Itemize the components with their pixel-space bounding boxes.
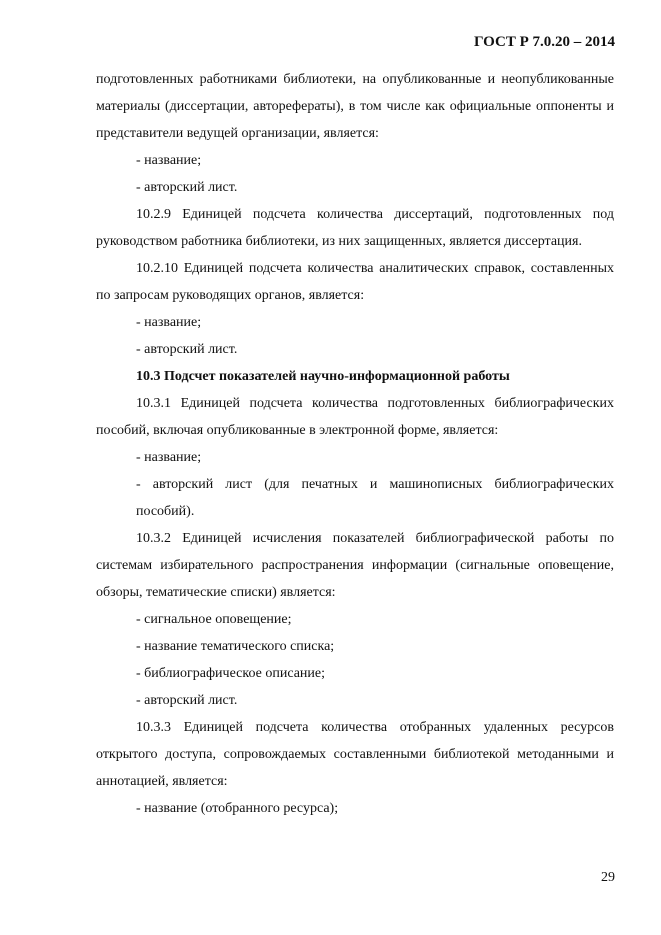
- list-item: - название тематического списка;: [136, 639, 335, 654]
- list-item: - авторский лист.: [136, 693, 238, 708]
- section-title-10-3: 10.3 Подсчет показателей научно-информационной работы: [136, 369, 510, 384]
- list-item: - название;: [136, 450, 202, 465]
- list-item: - авторский лист.: [136, 342, 238, 357]
- document-header: ГОСТ Р 7.0.20 – 2014: [473, 34, 615, 50]
- list-item: - авторский лист.: [136, 180, 238, 195]
- list-item: - сигнальное оповещение;: [136, 612, 292, 627]
- paragraph-continuation: подготовленных работниками библиотеки, на опубликованные и неопубликованные материалы (диссертации, авторефераты), в том числе как официальные оппоненты и представители ведущей организации, является:: [96, 72, 614, 141]
- paragraph-10-3-1: 10.3.1 Единицей подсчета количества подготовленных библиографических пособий, включая опубликованные в электронной форме, является:: [96, 396, 614, 438]
- document-body: [96, 66, 614, 822]
- paragraph-10-3-3: 10.3.3 Единицей подсчета количества отобранных удаленных ресурсов открытого доступа, сопровождаемых составленными библиотекой методанными и аннотацией, является:: [96, 720, 614, 789]
- list-item: - библиографическое описание;: [136, 666, 326, 681]
- page-number: 29: [601, 870, 615, 885]
- list-item: - авторский лист (для печатных и машинописных библиографических пособий).: [136, 477, 614, 519]
- list-item: - название;: [136, 153, 202, 168]
- paragraph-10-2-9: 10.2.9 Единицей подсчета количества диссертаций, подготовленных под руководством работника библиотеки, из них защищенных, является диссертация.: [96, 207, 614, 249]
- list-item: - название (отобранного ресурса);: [136, 801, 339, 816]
- list-item: - название;: [136, 315, 202, 330]
- paragraph-10-2-10: 10.2.10 Единицей подсчета количества аналитических справок, составленных по запросам руководящих органов, является:: [96, 261, 614, 303]
- paragraph-10-3-2: 10.3.2 Единицей исчисления показателей библиографической работы по системам избирательного распространения информации (сигнальные оповещение, обзоры, тематические списки) является:: [96, 531, 614, 600]
